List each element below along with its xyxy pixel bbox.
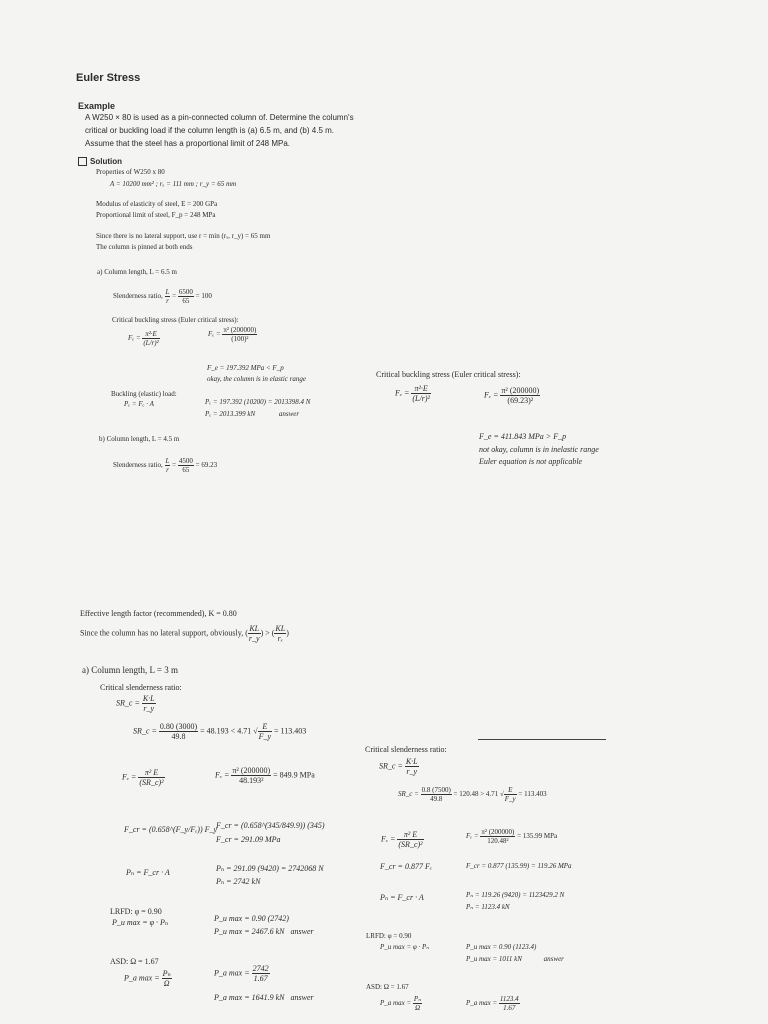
frac-n: π² (200000)	[501, 386, 540, 395]
slenderness-label: Slenderness ratio,	[113, 292, 163, 301]
part-a-fe-ok: okay, the column is in elastic range	[207, 375, 306, 383]
lateral-support-text: Since the column has no lateral support, obviously,	[80, 628, 244, 638]
example-line-3: Assume that the steel has a proportional limit of 248 MPa.	[85, 139, 290, 148]
lrfd-label: LRFD: φ = 0.90	[110, 907, 162, 916]
frac-n: π² (200000)	[223, 326, 257, 334]
part-b-length: b) Column length, L = 4.5 m	[99, 435, 180, 443]
asd-result-line	[214, 993, 314, 1002]
right-fe-lhs: Fₑ =	[381, 834, 396, 844]
lrfd-result-line	[214, 927, 314, 936]
right-pn-result: Pₙ = 1123.4 kN	[466, 903, 510, 911]
lrfd-calc: P_u max = 0.90 (2742)	[214, 914, 289, 923]
part-a-length: a) Column length, L = 6.5 m	[97, 268, 177, 276]
frac-d: (L/r)²	[143, 339, 159, 347]
frac-n: K·L	[405, 757, 418, 766]
right-sr-calc-lhs: SR_c =	[398, 790, 419, 799]
frac-n: L	[165, 288, 170, 296]
right-fe-calc-result: = 135.99 MPa	[517, 832, 558, 841]
part-a-3m-length: a) Column length, L = 3 m	[82, 665, 178, 675]
sr-formula	[116, 694, 156, 713]
sr-calc: SR_c = $\frac{0.80 (3000)}{49.8}$ = 48.193 < 4.71 √ $\frac{E}{F\_y}$ = 113.403	[133, 722, 307, 741]
frac-d: 65	[182, 466, 190, 474]
critical-sr-label: Critical slenderness ratio:	[100, 683, 182, 692]
frac-n: E	[504, 786, 517, 795]
frac-n: KL	[249, 624, 260, 633]
right-asd-calc-lhs: P_a max =	[466, 999, 498, 1008]
right-sr-calc: SR_c = $\frac{0.8 (7500)}{49.8}$ = 120.48 > 4.71 √ $\frac{E}{F\_y}$ = 113.403	[398, 786, 547, 803]
frac-d: Ω	[414, 1004, 421, 1012]
frac-d: (69.23)²	[507, 396, 534, 405]
frac-n: 4500	[178, 457, 193, 465]
frac-d: 49.8	[430, 795, 443, 803]
right-lrfd-result: P_u max = 1011 kN	[466, 955, 522, 963]
frac-d: (100)²	[231, 335, 249, 343]
slenderness-label: Slenderness ratio,	[113, 461, 163, 470]
part-b-not-applicable: Euler equation is not applicable	[479, 457, 583, 466]
sr-formula-lhs: SR_c =	[116, 698, 140, 708]
lateral-support-line: Since the column has no lateral support, obviously, ( $\frac{KL}{r\_y}$ ) > ( $\frac{KL}{\text{rₓ}}$ )	[80, 624, 289, 643]
answer-label: answer	[290, 993, 314, 1002]
asd-calc	[214, 964, 270, 983]
proportional-limit-line: Proportional limit of steel, F_p = 248 MPa	[96, 211, 216, 219]
frac-d: r	[166, 466, 169, 474]
right-fcr-calc: F_cr = 0.877 (135.99) = 119.26 MPa	[466, 862, 572, 870]
fe-calc	[215, 766, 315, 785]
right-lrfd-label: LRFD: φ = 0.90	[366, 932, 412, 940]
right-sr-limit: = 113.403	[518, 790, 547, 799]
fe-formula-lhs: Fₑ =	[122, 772, 137, 782]
right-pn-calc: Pₙ = 119.26 (9420) = 1123429.2 N	[466, 891, 565, 899]
asd-result: P_a max = 1641.9 kN	[214, 993, 285, 1002]
frac-d: F_y	[504, 795, 516, 803]
right-lrfd-formula: P_u max = φ · Pₙ	[380, 943, 430, 951]
asd-calc-lhs: P_a max =	[214, 968, 250, 978]
right-asd-lhs: P_a max =	[380, 999, 412, 1008]
frac-d: 1.67	[503, 1004, 516, 1012]
buckling-calc: Pₑ = 197.392 (10200) = 2013398.4 N	[205, 398, 311, 406]
frac-n: 2742	[252, 964, 269, 973]
right-fe-calc	[466, 828, 557, 845]
right-fcr-formula: F_cr = 0.877 Fₑ	[380, 862, 432, 871]
frac-d: rₓ	[277, 634, 284, 643]
pinned-line: The column is pinned at both ends	[96, 243, 193, 251]
frac-n: π² (200000)	[481, 828, 515, 836]
frac-n: π² E	[397, 830, 423, 840]
frac-n: Pₙ	[413, 995, 422, 1003]
right-asd-label: ASD: Ω = 1.67	[366, 983, 409, 991]
lrfd-formula: P_u max = φ · Pₙ	[112, 918, 169, 927]
fe-formula	[122, 768, 165, 787]
fe-calc-result: = 849.9 MPa	[273, 770, 315, 780]
answer-label: answer	[290, 927, 314, 936]
frac-d: (SR_c)²	[139, 778, 164, 787]
part-a-critical-label: Critical buckling stress (Euler critical stress):	[112, 316, 239, 324]
frac-n: 0.8 (7500)	[421, 786, 451, 794]
pn-result: Pₙ = 2742 kN	[216, 877, 261, 886]
frac-d: Ω	[163, 979, 170, 988]
frac-d: (SR_c)²	[398, 840, 423, 849]
buckling-result-value: Pₑ = 2013.399 kN	[205, 410, 256, 418]
frac-d: F_y	[258, 732, 272, 741]
right-lrfd-result-line	[466, 955, 564, 963]
frac-n: L	[165, 457, 170, 465]
fcr-result: F_cr = 291.09 MPa	[216, 835, 281, 844]
part-b-fe-calc: Fₑ = $\frac{\text{π² (200000)}}{\text{(69.23)²}}$	[484, 386, 540, 405]
lrfd-result: P_u max = 2467.6 kN	[214, 927, 285, 936]
properties-line: Properties of W250 x 80	[96, 168, 165, 176]
solution-heading-text: Solution	[90, 157, 122, 166]
part-b-not-ok: not okay, column is in inelastic range	[479, 445, 599, 454]
frac-d: 65	[182, 297, 190, 305]
frac-n: Pₙ	[162, 969, 171, 978]
fe-calc-lhs: Fₑ =	[215, 770, 230, 780]
frac-n: 0.80 (3000)	[159, 722, 198, 731]
modulus-line: Modulus of elasticity of steel, E = 200 GPa	[96, 200, 218, 208]
example-line-1: A W250 × 80 is used as a pin-connected column of. Determine the column's	[85, 113, 354, 122]
example-heading: Example	[78, 101, 116, 111]
solution-heading	[78, 157, 122, 166]
answer-label: answer	[543, 955, 564, 963]
pn-calc: Pₙ = 291.09 (9420) = 2742068 N	[216, 864, 324, 873]
part-a-fe-formula: Fₑ = $\frac{\text{π²·E}}{\text{(L/r)²}}$	[128, 330, 159, 347]
area-line: A = 10200 mm² ; rₓ = 111 mm ; r_y = 65 mm	[110, 180, 237, 188]
frac-n: 6500	[178, 288, 193, 296]
part-a-fe-result: F_e = 197.392 MPa < F_p	[207, 364, 284, 372]
asd-formula-lhs: P_a max =	[124, 973, 160, 983]
frac-d: 120.48²	[487, 837, 509, 845]
pn-formula: Pₙ = F_cr · A	[126, 868, 170, 877]
fcr-calc: F_cr = (0.658^(345/849.9)) (345)	[216, 821, 325, 830]
right-fe-formula	[381, 830, 424, 849]
right-lrfd-calc: P_u max = 0.90 (1123.4)	[466, 943, 537, 951]
frac-n: KL	[275, 624, 286, 633]
buckling-label: Buckling (elastic) load:	[111, 390, 177, 398]
frac-d: r_y	[406, 767, 418, 776]
frac-d: 49.8	[171, 732, 186, 741]
page-title: Euler Stress	[76, 72, 141, 84]
right-sr-formula	[379, 757, 419, 776]
frac-d: 1.67	[253, 974, 268, 983]
right-asd-formula	[380, 995, 422, 1012]
divider-line	[478, 739, 606, 740]
sr-limit: = 113.403	[274, 726, 307, 736]
frac-d: r	[166, 297, 169, 305]
no-lateral-line: Since there is no lateral support, use r = min (rₓ, r_y) = 65 mm	[96, 232, 271, 240]
checkbox-icon	[78, 157, 87, 166]
right-pn-formula: Pₙ = F_cr · A	[380, 893, 424, 902]
fcr-formula: F_cr = (0.658^(F_y/Fₑ)) F_y	[124, 825, 218, 834]
sr-calc-result: = 48.193 < 4.71	[200, 726, 252, 736]
sr-calc-lhs: SR_c =	[133, 726, 157, 736]
part-a-fe-calc: Fₑ = $\frac{\text{π² (200000)}}{\text{(100)²}}$	[208, 326, 257, 343]
right-sr-calc-result: = 120.48 > 4.71	[453, 790, 499, 799]
frac-d: r_y	[248, 634, 260, 643]
frac-d: (L/r)²	[412, 394, 430, 403]
asd-label: ASD: Ω = 1.67	[110, 957, 159, 966]
slenderness-result: = 69.23	[195, 461, 218, 470]
right-critical-sr-label: Critical slenderness ratio:	[365, 745, 447, 754]
k-factor-line: Effective length factor (recommended), K = 0.80	[80, 609, 237, 618]
buckling-formula: Pₑ = Fₑ · A	[124, 400, 154, 408]
part-b-fe-result: F_e = 411.843 MPa > F_p	[479, 432, 567, 441]
answer-label: answer	[278, 410, 300, 418]
frac-d: r_y	[143, 704, 155, 713]
example-line-2: critical or buckling load if the column length is (a) 6.5 m, and (b) 4.5 m.	[85, 126, 334, 135]
frac-n: K·L	[142, 694, 155, 703]
buckling-result	[205, 410, 299, 418]
asd-formula	[124, 969, 172, 988]
part-b-fe-formula: Fₑ = $\frac{\text{π²·E}}{\text{(L/r)²}}$	[395, 384, 430, 403]
part-a-slenderness: Slenderness ratio, $\frac{L}{r}$ = $\frac{6500}{65}$ = 100	[113, 288, 212, 305]
right-fe-calc-lhs: Fₑ =	[466, 832, 479, 841]
frac-n: E	[258, 722, 272, 732]
frac-n: 1123.4	[499, 995, 519, 1003]
right-asd-calc	[466, 995, 520, 1012]
right-sr-lhs: SR_c =	[379, 761, 403, 771]
frac-n: π² (200000)	[232, 766, 271, 775]
frac-n: π² E	[138, 768, 164, 778]
slenderness-result: = 100	[195, 292, 212, 301]
part-b-critical-label: Critical buckling stress (Euler critical stress):	[376, 370, 521, 379]
frac-n: π²·E	[411, 384, 431, 394]
part-b-slenderness: Slenderness ratio, $\frac{L}{r}$ = $\frac{4500}{65}$ = 69.23	[113, 457, 218, 474]
frac-d: 48.193²	[239, 776, 264, 785]
frac-n: π²·E	[142, 330, 159, 339]
